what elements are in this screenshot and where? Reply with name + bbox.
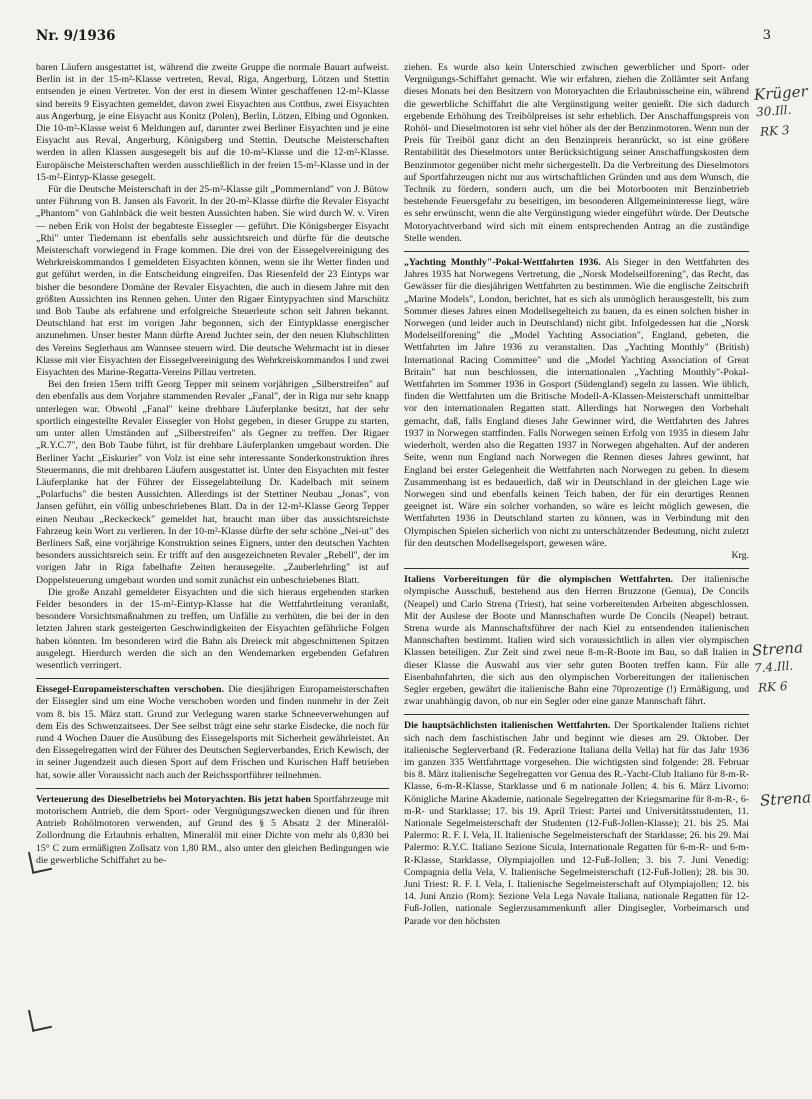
section-heading: Italiens Vorbereitungen für die olympischen Wettfahrten. — [404, 574, 673, 586]
section-divider — [36, 678, 389, 679]
section-dieselbetrieb — [36, 794, 389, 867]
section-heading: Eissegel-Europameisterschaften verschoben. — [36, 684, 224, 696]
section-heading: „Yachting Monthly"-Pokal-Wettfahrten 1936. — [404, 257, 601, 269]
section-italien-wettfahrten — [404, 720, 749, 927]
section-text: Der Sportkalender Italiens richtet sich nach dem faschistischen Jahr und beginnt wie dieses am 29. Oktober. Der italienische Seglerverband (R. Federazione Italiana della Vella) hat für das Jahr 1936 im ganzen 335 Wettfahrttage vorgesehen. Die wichtigsten sind folgende: 28. Februar bis 8. März italienische Segelregatten vor Genua des R.-Yacht-Club Italiano für 8-m-R-Klasse, 6-m-R-Klasse, Starklasse und 6 m nationale Jollen; 4. bis 6. März Livorno: Königliche Marine Akademie, nationale Segelregatten der Kriegsmarine für 8-m-R-, 6-m-R- und Starklasse; 17. bis 19. April Triest: Partei und Universitätsstudenten, 11. Nationale Segelmeisterschaft der Studenten (12-Fuß-Jollen-Klasse); 21. bis 25. Mai Palermo: R. F. I. Vela, II. Italienische Segelmeisterschaft der Starklasse; 26. bis 29. Mai Palermo: R.Y.C. Italiano Sezione Sicula, Internationale Regatten für 6-m-R- und 6-m-R-Klasse, Starklasse, Olympiajollen und 12-Fuß-Jollen; 3. bis 7. Juni Venedig: Compagnia della Vela, V. Italienische Segelmeisterschaft (12-Fuß-Jollen); 28. bis 30. Juni Triest: R. F. I. Vela, I. Italienische Segelmeisterschaft auf Olympiajollen; 12. bis 14. Juni Anzio (Rom): Sezione Vela Lega Navale Italiana, nationale Regatten für 12-Fuß-Jollen, nationale Seglerzusammenkunft aller Dingisegler, Vorbeimarsch und Parade vor den höchsten — [404, 720, 749, 927]
handwritten-note: 30.Ill. — [755, 102, 792, 120]
handwritten-note: Strena — [751, 638, 804, 660]
left-paragraph: Die große Anzahl gemeldeter Eisyachten und die sich hieraus ergebenden starken Felder besonders in der 15-m²-Eintyp-Klasse hat die Wettfahrtleitung veranlaßt, besondere Vorsichtsmaßnahmen zu treffen, um Unfälle zu verhüten, die bei der in den letzten Jahren stark gesteigerten Geschwindigkeiten der Eisyachten gefährliche Folgen haben könnten. Im besonderen wird die Bahn als Dreieck mit abgeschnittenen Spitzen ausgelegt. Hierdurch werden die sich an den Wendemarken ergebenden Gefahren wesentlich verringert. — [36, 586, 389, 671]
left-paragraph: baren Läufern ausgestattet ist, während die zweite Gruppe die normale Bauart aufweist. Berlin ist in der 15-m²-Klasse vertreten, Reval, Riga, Angerburg, Lötzen und Stettin entsenden je einen Vertreter. Von der erst in diesem Winter geschaffenen 12-m²-Klasse sind bereits 9 Eisyachten gemeldet, davon zwei Eisyachten aus Cottbus, zwei Eisyachten aus Angerburg, je eine Eisyacht aus Konitz (Polen), Berlin, Lötzen, Elbing und Ogonken. Die 10-m²-Klasse weist 6 Meldungen auf, darunter zwei Berliner Eisyachten und je eine Eisyacht aus Reval, Angerburg, Königsberg und Stettin. Deutsche Meisterschaften werden in allen Klassen ausgesegelt bis auf die 10-m²-Klasse und die 12-m²-Klasse. Europäische Meisterschaften werden ausschließlich in der freien 15-m²-Klasse und in der 15-m²-Eintyp-Klasse gesegelt. — [36, 62, 389, 183]
section-text: Sportfahrzeuge mit motorischem Antrieb, die dem Sport- oder Vergnügungszwecken dienen und für ihren Antrieb Rohölmotoren verwenden, auf Grund des § 5 Absatz 2 der Mineralöl-Zollordnung die Erlaubnis erhalten, Mineralöl mit einer Dichte von mehr als 0,830 bei 15° C zum ermäßigten Zollsatz von 1,80 RM., also unter den gleichen Bedingungen wie die gewerbliche Schiffahrt zu be- — [36, 793, 389, 866]
section-text: Der italienische olympische Ausschuß, bestehend aus den Herren Bruzzone (Genua), De Concils (Neapel) und Carlo Strena (Triest), hat seine vorbereitenden Arbeiten abgeschlossen. Mit der Auslese der Boote und Mannschaften wurde De Concils (Neapel) betraut. Strena wurde als Mannschaftsführer der nach Kiel zu entsendenden italienischen Mannschaften bestimmt. Italien wird sich voraussichtlich in allen vier olympischen Klassen beteiligen. Zur Zeit sind zwei neue 8-m-R-Boote im Bau, so daß Italien in dieser Klasse die Auswahl aus vier sehr guten Booten treffen kann. Für alle Eisenbahnfahrten, die sich aus den olympischen Vorbereitungen der italienischen Segler ergeben, gewährt die italienische Bahn eine 70prozentige (!) Ermäßigung, und zwar unabhängig davon, ob nur ein Segler oder eine ganze Mannschaft fährt. — [404, 574, 749, 708]
handwritten-note: RK 6 — [757, 678, 788, 696]
handwritten-note: 7.4.Ill. — [753, 658, 794, 676]
section-heading: Die hauptsächlichsten italienischen Wettfahrten. — [404, 720, 611, 732]
pencil-mark-icon — [28, 848, 52, 874]
left-paragraph: Bei den freien 15ern trifft Georg Tepper mit seinem vorjährigen „Silberstreifen" auf den ebenfalls aus dem Vorjahre stammenden Revaler „Fanal", der in Riga nur sehr knapp unterlegen war. Obwohl „Fanal" keine drehbare Läuferplanke besitzt, hat der sehr sportlich eingestellte Revaler Eissegler von Holst gegeben, in dieser Gruppe zu starten, um unter allen Umständen auf „Silberstreifen" als Gegner zu treffen. Der Rigaer „R.Y.C.7", den Bob Taube führt, ist für drehbare Läuferplanken umgebaut worden. Die Berliner Yacht „Eiskurier" von Volz ist eine sehr interessante Sonderkonstruktion ihres Steuermanns, die mit drehbaren Läufern ausgestattet ist. Unter den Eisyachten mit fester Läuferplanke hat der Führer der Eissegelabteilung Dr. Kadelbach mit seinem „Polarfuchs" die besten Aussichten. Allerdings ist der Stettiner Neubau „Jonas", von Jansen geführt, ein völlig unbeschriebenes Blatt. Da in der 12-m²-Klasse Georg Tepper einen Neubau „Reckeckeck" gemeldet hat, braucht man über das aussichtsreichste Fahrzeug kein Wort zu verlieren. In der 10-m²-Klasse dürfte der sehr schöne „Nei-ut" des Berliners Saß, eine vorjährige Konstruktion seines Eigners, unter den deutschen Yachten besonders aussichtsreich sein. Er trifft auf den ausgezeichneten Revaler „Rebell", der im vorigen Jahr in Riga fabelhafte Zeiten herausegelte. „Zauberlehrling" ist auf Doppelsteuerung umgebaut worden und somit zunächst ein unbeschriebenes Blatt. — [36, 379, 389, 586]
left-paragraph: Für die Deutsche Meisterschaft in der 25-m²-Klasse gilt „Pommernland" von J. Bütow unter Führung von B. Jansen als Favorit. In der 20-m²-Klasse dürfte die Revaler Eisyacht „Phantom" von Gahlnbäck die weit besten Aussichten haben. Sie wird durch W. v. Viren — neben Erik von Holst der begabteste Eissegler — geführt. Die Königsberger Eisyacht „Rhi" unter Tiedemann ist ebenfalls sehr aussichtsreich und dürfte für die deutsche Meisterschaft vorwiegend in Frage kommen. Die drei von der Eissegelvereinigung des Wehrkreiskommandos I gemeldeten Eisyachten können, wenn sie ihr Wetter finden und gut geführt werden, in die Entscheidung eingreifen. Das Riesenfeld der 23 Eintyps war bisher die besondere Domäne der Revaler Eisyachten, die auch in diesem Jahre mit den größten Aussichten ins Rennen gehen. Unter den Rigaer Eintypyachten sind Marschütz und Bob Taube als erfahrene und erfolgreiche Steuerleute schon seit Jahren bekannt. Deutschland hat erst im vorigen Jahr begonnen, sich der Eintypklasse energischer anzunehmen. Unser bester Mann dürfte Arend Juchter sein, der den neuen Klubschlitten des Vereins Seglerhaus am Wannsee steuern wird. Die deutsche Wehrmacht ist in dieser Klasse mit vier Eisyachten der Eissegelvereinigung des Wehrkreiskommandos I und zwei Eisyachten des Marine-Regatta-Vereins Pillau vertreten. — [36, 184, 389, 379]
section-italien-vorbereitungen — [404, 574, 749, 708]
section-divider — [404, 251, 749, 252]
pencil-mark-icon — [28, 1006, 52, 1032]
page-number: 3 — [762, 28, 771, 43]
section-text: Als Sieger in den Wettfahrten des Jahres 1935 hat Norwegens Vertretung, die „Norsk Modelseilforening", das Recht, das Gewässer für die diesjährigen Wettfahrten zu bestimmen. Wie die englische Zeitschrift „Marine Models", London, berichtet, hat es sich als unmöglich herausgestellt, bis zum Sommer dieses Jahres einen Modellsegelteich zu bauen, da es einen solchen bisher in Norwegen (und leider auch in Deutschland) nicht gibt. Infolgedessen hat die „Norsk Modelseilforening" die „Model Yachting Association", England, gebeten, die Wettfahrten im Jahre 1936 zu veranstalten. Das „Yachting Monthly" (British) International Racing Committee" und die „Model Yachting Association of Great Britain" hat nun beschlossen, die internationalen „Yachting Monthly"-Pokal-Wettfahrten im Sommer 1936 in Gosport (Südengland) segeln zu lassen. Wie üblich, finden die Wettfahrten um die Britische Modell-A-Klassen-Meisterschaft unmittelbar vor den internationalen Regatten statt. Allerdings hat Norwegen den Vorbehalt gemacht, daß, falls England dieses Jahr Gewinner wird, die Wettfahrten des Jahres 1937 in Norwegen stattfinden. Falls Norwegen seinen Erfolg von 1935 in diesem Jahr wiederholt, werden also die Regatten 1937 in Norwegen abgehalten. Auf der anderen Seite, wenn nun England nach Norwegen die Rennen dieses Jahres gewinnt, hat England bei erster Gelegenheit die Wettfahrten nach Norwegen zu geben. In diesem Zusammenhang ist es bedauerlich, daß wir in Deutschland in der gleichen Lage wie Norwegen sind und ebenfalls keinen Teich haben, der für ein derartiges Rennen geeignet ist. Wäre ein solcher vorhanden, so wäre es leicht möglich gewesen, die Wettfahrten 1936 in Deutschland starten zu können, was in Verbindung mit den Olympischen Spielen sicherlich von nicht zu unterschätzender Bedeutung, nicht zuletzt für den deutschen Modellsegelsport, gewesen wäre. — [404, 257, 750, 549]
handwritten-note: Krüger — [753, 82, 809, 104]
section-divider — [404, 714, 749, 715]
handwritten-note: RK 3 — [759, 122, 790, 140]
section-heading: Verteuerung des Dieselbetriebs bei Motoryachten. Bis jetzt haben — [36, 793, 311, 805]
page-header — [36, 28, 779, 52]
right-paragraph: ziehen. Es wurde also kein Unterschied zwischen gewerblicher und Sport- oder Vergnügungs-Schiffahrt gemacht. Wie wir erfahren, ziehen die Zollämter seit Anfang dieses Monats bei den Besitzern von Motoryachten die Erlaubnisscheine ein, während die gewerbliche Schiffahrt die alte Vergünstigung weiter genießt. Die sich dadurch ergebende Erhöhung des Treibölpreises ist sehr erheblich. Der Anschaffungspreis von Rohöl- und Dieselmotoren ist sehr viel höher als der der Benzinmotoren. Wenn nun der Preis für Treiböl ganz dicht an den Benzinpreis heranrückt, so ist eine größere Rentabilität des Dieselmotors unter Berücksichtigung seiner Anschaffungskosten dem Benzinmotor gegenüber nicht mehr sichergestellt. Da die Verbreitung des Dieselmotors auf Sportfahrzeugen nicht nur aus wirtschaftlichen Gründen und aus dem Wunsch, die Technik zu fördern, sondern auch, um die bei Motorbooten mit Benzinbetrieb bestehende Feuersgefahr zu beseitigen, im besonderen Allgemeininteresse liegt, wäre es sehr erwünscht, wenn die alte Vergünstigung wieder eingeführt würde. Der Deutsche Motoryachtverband wird sich mit einem entsprechenden Antrag an die zuständige Stelle wenden. — [404, 62, 749, 244]
left-column — [36, 62, 389, 867]
section-yachting-monthly — [404, 257, 749, 550]
right-column — [404, 62, 749, 928]
section-divider — [36, 788, 389, 789]
section-divider — [404, 568, 749, 569]
section-text: Die diesjährigen Europameisterschaften der Eissegler sind um eine Woche verschoben worden und finden nunmehr in der Zeit vom 8. bis 15. März statt. Grund zur Verlegung waren starke Schneeverwehungen auf dem Eis des Schwenzaitsees. Der See selbst trägt eine sehr starke Eisdecke, die noch für rund 4 Wochen Dauer die Ausübung des Eissegelsports mit Sicherheit gewährleistet. An den Eissegelregatten wird der Führer des Deutschen Seglerverbandes, Erich Kewisch, der in seiner Jugendzeit auch diesen Sport auf dem Frischen und Kurischen Haff betrieben hat, sowie aller Voraussicht nach auch der Reichssportführer teilnehmen. — [36, 684, 389, 781]
section-europameisterschaften — [36, 684, 389, 782]
issue-number: Nr. 9/1936 — [36, 28, 116, 44]
author-signoff: Krg. — [731, 549, 749, 561]
handwritten-note: Strena — [759, 788, 812, 810]
